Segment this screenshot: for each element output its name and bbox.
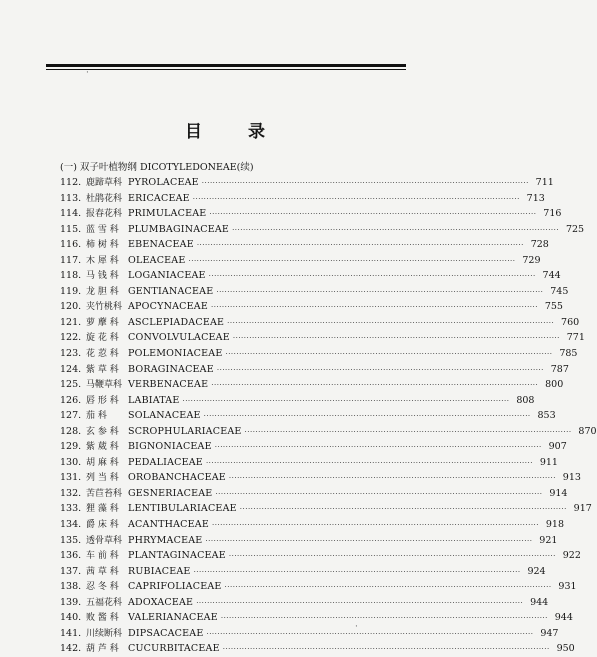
entry-chinese-name: 茄 科 [86, 411, 107, 422]
toc-entry [60, 191, 545, 207]
entry-chinese-name: 马 钱 科 [86, 271, 119, 282]
entry-leader-dots: ························································································································ [211, 521, 539, 530]
entry-page-number: 728 [530, 239, 549, 251]
entry-page-number: 729 [522, 254, 541, 266]
entry-page-number: 907 [548, 441, 567, 453]
entry-number: 131. [60, 472, 82, 484]
entry-chinese-name: 紫 草 科 [86, 364, 119, 375]
entry-number: 112. [60, 177, 82, 188]
entry-number: 123. [60, 348, 82, 360]
entry-number: 121. [60, 316, 82, 328]
entry-chinese-name: 败 酱 科 [86, 613, 119, 624]
entry-chinese-name: 柿 树 科 [86, 240, 119, 251]
entry-chinese-name: 爵 床 科 [86, 520, 119, 531]
entry-number: 138. [60, 581, 82, 593]
entry-number: 137. [60, 565, 82, 577]
entry-page-number: 744 [542, 270, 561, 282]
toc-entry [60, 595, 549, 611]
entry-leader-dots: ························································································································ [188, 256, 516, 265]
entry-leader-dots: ························································································································ [209, 210, 537, 219]
entry-latin-name: OROBANCHACEAE [128, 472, 226, 484]
toc-entry [60, 253, 541, 269]
entry-chinese-name: 列 当 科 [86, 473, 119, 484]
toc-entry [60, 206, 562, 222]
entry-latin-name: CAPRIFOLIACEAE [128, 581, 222, 593]
toc-entry [60, 222, 585, 238]
entry-latin-name: DIPSACACEAE [128, 627, 204, 639]
entry-chinese-name: 忍 冬 科 [86, 582, 119, 593]
toc-entry [60, 237, 549, 253]
entry-leader-dots: ························································································································ [208, 272, 536, 281]
entry-leader-dots: ························································································································ [211, 381, 539, 390]
entry-number: 129. [60, 441, 82, 453]
page-title: 目 录 [185, 122, 285, 142]
entry-latin-name: GENTIANACEAE [128, 285, 214, 297]
entry-page-number: 944 [530, 596, 549, 608]
toc-entry [60, 424, 597, 440]
entry-latin-name: CONVOLVULACEAE [128, 332, 230, 344]
toc-entry [60, 548, 581, 564]
top-rule-thick [46, 64, 406, 67]
entry-chinese-name: 鹿蹄草科 [86, 178, 123, 188]
entry-leader-dots: ························································································································ [228, 474, 556, 483]
entry-leader-dots: ························································································································ [206, 629, 534, 638]
toc-entry [60, 501, 592, 517]
toc-entry [60, 533, 558, 549]
entry-page-number: 944 [554, 612, 573, 624]
entry-chinese-name: 苦苣苔科 [86, 488, 123, 499]
toc-entry [60, 470, 581, 486]
entry-chinese-name: 五福花科 [86, 597, 123, 608]
entry-number: 134. [60, 519, 82, 531]
entry-latin-name: ERICACEAE [128, 192, 190, 204]
entry-chinese-name: 萝 藦 科 [86, 317, 119, 328]
entry-number: 117. [60, 254, 82, 266]
entry-leader-dots: ························································································································ [182, 396, 510, 405]
entry-number: 140. [60, 612, 82, 624]
entry-leader-dots: ························································································································ [193, 567, 521, 576]
entry-latin-name: APOCYNACEAE [128, 301, 208, 313]
entry-chinese-name: 蓝 雪 科 [86, 224, 119, 235]
entry-leader-dots: ························································································································ [214, 443, 542, 452]
entry-latin-name: SCROPHULARIACEAE [128, 425, 242, 437]
entry-leader-dots: ························································································································ [205, 458, 533, 467]
entry-page-number: 853 [537, 410, 556, 422]
entry-latin-name: PLANTAGINACEAE [128, 550, 226, 562]
entry-latin-name: ACANTHACEAE [128, 519, 209, 531]
entry-chinese-name: 木 犀 科 [86, 255, 119, 266]
entry-page-number: 787 [550, 363, 569, 375]
entry-latin-name: GESNERIACEAE [128, 487, 213, 499]
entry-latin-name: SOLANACEAE [128, 410, 201, 422]
entry-page-number: 800 [545, 379, 564, 391]
entry-chinese-name: 透骨草科 [86, 535, 123, 546]
entry-leader-dots: ························································································································ [222, 645, 550, 654]
entry-chinese-name: 杜鹃花科 [86, 193, 123, 204]
entry-leader-dots: ························································································································ [205, 536, 533, 545]
entry-page-number: 947 [540, 627, 559, 639]
entry-latin-name: LABIATAE [128, 394, 180, 406]
toc-entry [60, 393, 535, 409]
entry-number: 114. [60, 208, 82, 220]
toc-entry [60, 284, 569, 300]
entry-leader-dots: ························································································································ [215, 489, 543, 498]
toc-entry [60, 486, 568, 502]
entry-page-number: 924 [527, 565, 546, 577]
entry-number: 135. [60, 534, 82, 546]
entry-leader-dots: ························································································································ [216, 287, 544, 296]
toc-entry [60, 346, 578, 362]
entry-number: 132. [60, 487, 82, 499]
entry-latin-name: EBENACEAE [128, 239, 194, 251]
entry-chinese-name: 龙 胆 科 [86, 286, 119, 297]
entry-leader-dots: ························································································································ [239, 505, 567, 514]
entry-page-number: 760 [561, 316, 580, 328]
entry-number: 142. [60, 643, 82, 655]
entry-chinese-name: 报春花科 [86, 209, 123, 220]
toc-entry [60, 579, 577, 595]
entry-latin-name: CUCURBITACEAE [128, 643, 220, 655]
entry-leader-dots: ························································································································ [232, 225, 560, 234]
entry-number: 122. [60, 332, 82, 344]
entry-page-number: 785 [559, 348, 578, 360]
entry-chinese-name: 茜 草 科 [86, 566, 119, 577]
toc-entry [60, 377, 564, 393]
entry-number: 113. [60, 192, 82, 204]
entry-number: 136. [60, 550, 82, 562]
entry-chinese-name: 花 荵 科 [86, 349, 119, 360]
entry-page-number: 716 [543, 208, 562, 220]
toc-entry [60, 455, 558, 471]
entry-page-number: 745 [550, 285, 569, 297]
entry-latin-name: PLUMBAGINACEAE [128, 223, 230, 235]
entry-number: 125. [60, 379, 82, 391]
entry-leader-dots: ························································································································ [228, 552, 556, 561]
entry-latin-name: BIGNONIACEAE [128, 441, 212, 453]
entry-latin-name: POLEMONIACEAE [128, 348, 223, 360]
toc-entry [60, 564, 546, 580]
entry-chinese-name: 马鞭草科 [86, 380, 123, 391]
entry-number: 116. [60, 239, 82, 251]
entry-chinese-name: 胡 麻 科 [86, 457, 119, 468]
entry-number: 127. [60, 410, 82, 422]
entry-latin-name: VALERIANACEAE [128, 612, 218, 624]
entry-number: 141. [60, 627, 82, 639]
entry-chinese-name: 夹竹桃科 [86, 302, 123, 313]
entry-latin-name: PHRYMACEAE [128, 534, 203, 546]
entry-number: 119. [60, 285, 82, 297]
entry-page-number: 917 [573, 503, 592, 515]
entry-page-number: 713 [526, 192, 545, 204]
toc-entry [60, 268, 561, 284]
entry-chinese-name: 葫 芦 科 [86, 644, 119, 655]
entry-chinese-name: 唇 形 科 [86, 395, 119, 406]
entry-page-number: 921 [539, 534, 558, 546]
entry-leader-dots: ························································································································ [224, 583, 552, 592]
entry-chinese-name: 车 前 科 [86, 551, 119, 562]
entry-leader-dots: ························································································································ [220, 614, 548, 623]
entry-chinese-name: 川续断科 [86, 628, 123, 639]
scan-speck: · [86, 68, 89, 78]
entry-leader-dots: ························································································································ [227, 318, 555, 327]
entry-latin-name: PEDALIACEAE [128, 456, 203, 468]
entry-chinese-name: 旋 花 科 [86, 333, 119, 344]
toc-entry [60, 439, 567, 455]
entry-page-number: 918 [545, 519, 564, 531]
entry-leader-dots: ························································································································ [196, 598, 524, 607]
toc-entry [60, 315, 580, 331]
entry-number: 115. [60, 223, 82, 235]
entry-leader-dots: ························································································································ [225, 350, 553, 359]
entry-number: 118. [60, 270, 82, 282]
entry-latin-name: OLEACEAE [128, 254, 186, 266]
entry-latin-name: LOGANIACEAE [128, 270, 206, 282]
toc-entry [60, 517, 564, 533]
entry-leader-dots: ························································································································ [216, 365, 544, 374]
entry-leader-dots: ························································································································ [192, 194, 520, 203]
entry-chinese-name: 狸 藻 科 [86, 504, 119, 515]
entry-number: 124. [60, 363, 82, 375]
entry-page-number: 725 [565, 223, 585, 235]
entry-chinese-name: 紫 葳 科 [86, 442, 119, 453]
toc-entry [60, 641, 575, 657]
entry-leader-dots: ························································································································ [210, 303, 538, 312]
toc-entry [60, 330, 585, 346]
entry-number: 139. [60, 596, 82, 608]
entry-page-number: 771 [566, 332, 585, 344]
entry-latin-name: ASCLEPIADACEAE [128, 316, 225, 328]
entry-page-number: 755 [544, 301, 563, 313]
entry-page-number: 711 [535, 177, 554, 188]
toc-entry [60, 175, 554, 191]
table-of-contents [60, 175, 597, 657]
entry-latin-name: PRIMULACEAE [128, 208, 207, 220]
entry-latin-name: RUBIACEAE [128, 565, 191, 577]
entry-number: 130. [60, 456, 82, 468]
entry-chinese-name: 玄 参 科 [86, 426, 119, 437]
entry-page-number: 914 [549, 487, 568, 499]
toc-entry [60, 626, 559, 642]
entry-page-number: 911 [539, 456, 558, 468]
entry-number: 120. [60, 301, 82, 313]
section-heading: (一) 双子叶植物纲 DICOTYLEDONEAE(续) [60, 162, 254, 173]
entry-number: 126. [60, 394, 82, 406]
toc-entry [60, 299, 563, 315]
entry-latin-name: BORAGINACEAE [128, 363, 214, 375]
entry-page-number: 913 [562, 472, 581, 484]
entry-leader-dots: ························································································································ [244, 427, 572, 436]
entry-leader-dots: ························································································································ [196, 241, 524, 250]
top-rule-thin [46, 69, 406, 70]
entry-latin-name: LENTIBULARIACEAE [128, 503, 237, 515]
scan-speck: · [355, 622, 358, 632]
entry-page-number: 950 [556, 643, 575, 655]
toc-entry [60, 362, 569, 378]
entry-latin-name: PYROLACEAE [128, 177, 199, 188]
entry-number: 128. [60, 425, 82, 437]
entry-page-number: 922 [562, 550, 581, 562]
entry-latin-name: ADOXACEAE [128, 596, 194, 608]
entry-number: 133. [60, 503, 82, 515]
entry-page-number: 808 [516, 394, 535, 406]
entry-page-number: 931 [558, 581, 577, 593]
entry-leader-dots: ························································································································ [203, 412, 531, 421]
entry-leader-dots: ························································································································ [232, 334, 560, 343]
toc-entry [60, 610, 573, 626]
toc-entry [60, 408, 556, 424]
entry-page-number: 870 [578, 425, 597, 437]
entry-latin-name: VERBENACEAE [128, 379, 209, 391]
entry-leader-dots: ························································································································ [201, 179, 529, 187]
